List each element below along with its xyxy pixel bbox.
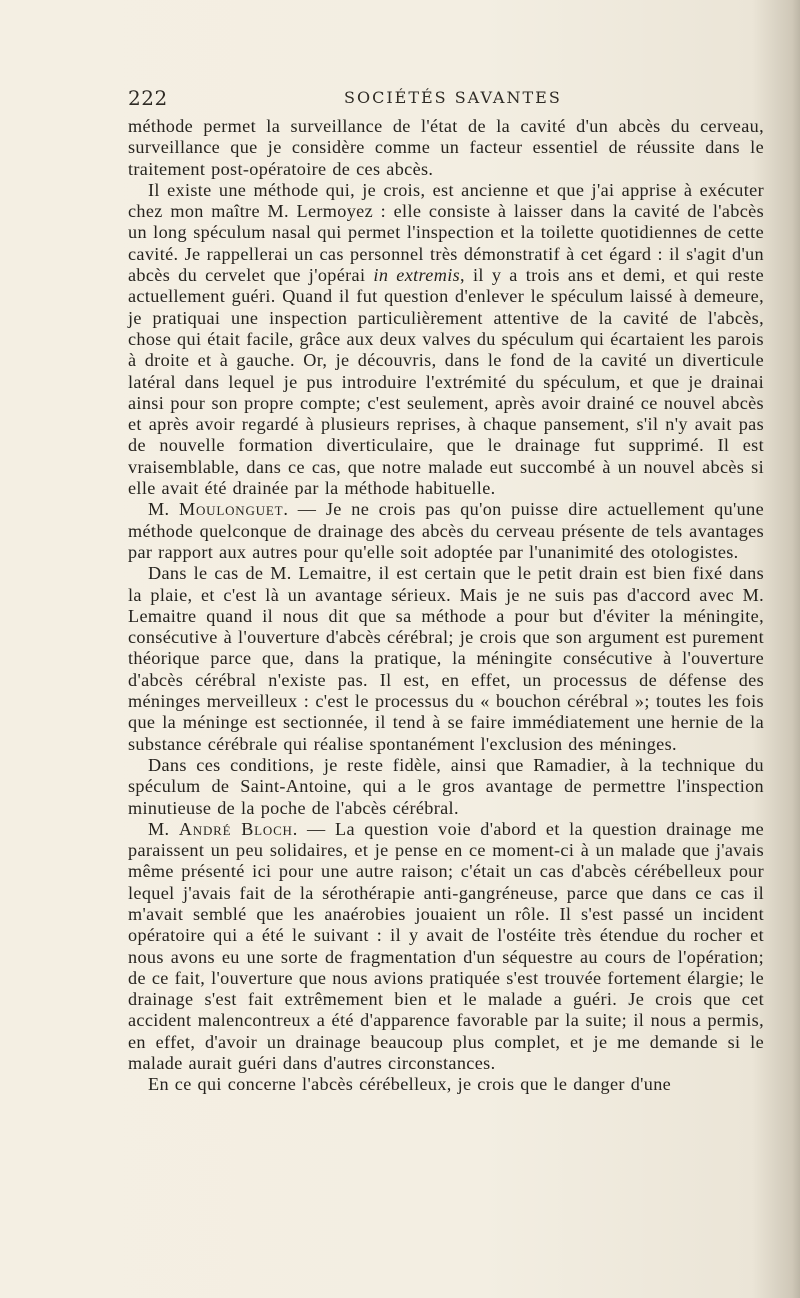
speaker-name: Moulonguet (178, 499, 284, 520)
paragraph-saint-antoine (128, 755, 764, 819)
paragraph-text: Dans le cas de M. Lemaitre, il est certain que le petit drain est bien fixé dans la plaie, et c'est là un avantage sérieux. Mais je ne suis pas d'accord avec M. Lemaitre quand il nous dit que sa méthode a pour but d'éviter la méningite, consécutive à l'ouverture d'abcès cérébral; je crois que son argument est purement théorique parce que, dans la pratique, la méningite consécutive à l'ouverture d'abcès cérébral n'existe pas. Il est, en effet, un processus de défense des méninges merveilleux : c'est le processus du « bouchon cérébral »; toutes les fois que la méninge est sectionnée, il tend à se faire immédiatement une hernie de la substance cérébrale qui réalise spontanément l'exclusion des méninges. (128, 563, 764, 754)
paragraph-text: méthode permet la surveillance de l'état de la cavité d'un abcès du cerveau, surveillance que je considère comme un facteur essentiel de réussite dans le traitement post-opératoire de ces abcès. (128, 116, 764, 179)
speaker-name: André Bloch (178, 818, 293, 839)
latin-phrase: in extremis (373, 265, 461, 286)
paragraph-text-before-latin: Il existe une méthode qui, je crois, est ancienne et que j'ai apprise à exécuter chez mon maître M. Lermoyez : elle consiste à laisser dans la cavité de l'abcès un long spéculum nasal qui permet l'inspection et la toilette quotidiennes de cette cavité. Je rappellerai un cas personnel très démonstratif à cet égard : il s'agit d'un abcès du cervelet que j'opérai (128, 179, 764, 286)
paragraph-speculum-method (128, 180, 764, 499)
speaker-title: M. (148, 818, 170, 839)
page-number: 222 (128, 86, 168, 110)
paragraph-moulonguet (128, 499, 764, 563)
paragraph-cerebellar (128, 1074, 764, 1095)
page-header (128, 86, 768, 114)
paragraph-text: . — Je ne crois pas qu'on puisse dire actuellement qu'une méthode quelconque de drainage des abcès du cerveau présente de tels avantages par rapport aux autres pour qu'elle soit adoptée par l'unanimité des otologistes. (128, 499, 764, 562)
paragraph-text: Dans ces conditions, je reste fidèle, ainsi que Ramadier, à la technique du spéculum de Saint-Antoine, qui a le gros avantage de permettre l'inspection minutieuse de la poche de l'abcès cérébral. (128, 754, 764, 818)
paragraph-lemaitre-case (128, 563, 764, 755)
speaker-title: M. (148, 499, 170, 520)
running-head: SOCIÉTÉS SAVANTES (344, 88, 562, 107)
body-text (128, 116, 764, 1096)
paragraph-text-after-latin: , il y a trois ans et demi, et qui reste actuellement guéri. Quand il fut question d'enlever le spéculum laissé à demeure, je pratiquai une inspection particulièrement attentive de la cavité de l'abcès, chose qui était facile, grâce aux deux valves du spéculum qui écartaient les parois à droite et à gauche. Or, je découvris, dans le fond de la cavité un diverticule latéral dans lequel je pus introduire l'extrémité du spéculum, et que je drainai ainsi pour son propre compte; c'est seulement, après avoir drainé ce nouvel abcès et après avoir regardé à plusieurs reprises, à chaque pansement, s'il n'y avait pas de nouvelle formation diverticulaire, que le drainage fut supprimé. Il est vraisemblable, dans ce cas, que notre malade eut succombé à un nouvel abcès si elle avait été drainée par la méthode habituelle. (128, 265, 764, 499)
paragraph-text: En ce qui concerne l'abcès cérébelleux, je crois que le danger d'une (148, 1074, 672, 1095)
paragraph-text: . — La question voie d'abord et la question drainage me paraissent un peu solidaires, et je pense en ce moment-ci à un malade que j'avais même présenté ici pour une autre raison; c'était un cas d'abcès cérébelleux pour lequel j'avais fait de la sérothérapie anti-gangréneuse, parce que dans ce cas il m'avait semblé que les anaérobies jouaient un rôle. Il s'est passé un incident opératoire qui a été le suivant : il y avait de l'ostéite très étendue du rocher et nous avons eu une sorte de fragmentation d'un séquestre au cours de l'opération; de ce fait, l'ouverture que nous avions pratiquée s'est trouvée fortement élargie; le drainage s'est fait extrêmement bien et le malade a guéri. Je crois que cet accident malencontreux a été d'apparence favorable par la suite; il nous a permis, en effet, d'avoir un drainage beaucoup plus complet, et je me demande si le malade aurait guéri dans d'autres circonstances. (128, 818, 764, 1074)
paragraph-continuation (128, 116, 764, 180)
paragraph-bloch (128, 819, 764, 1075)
